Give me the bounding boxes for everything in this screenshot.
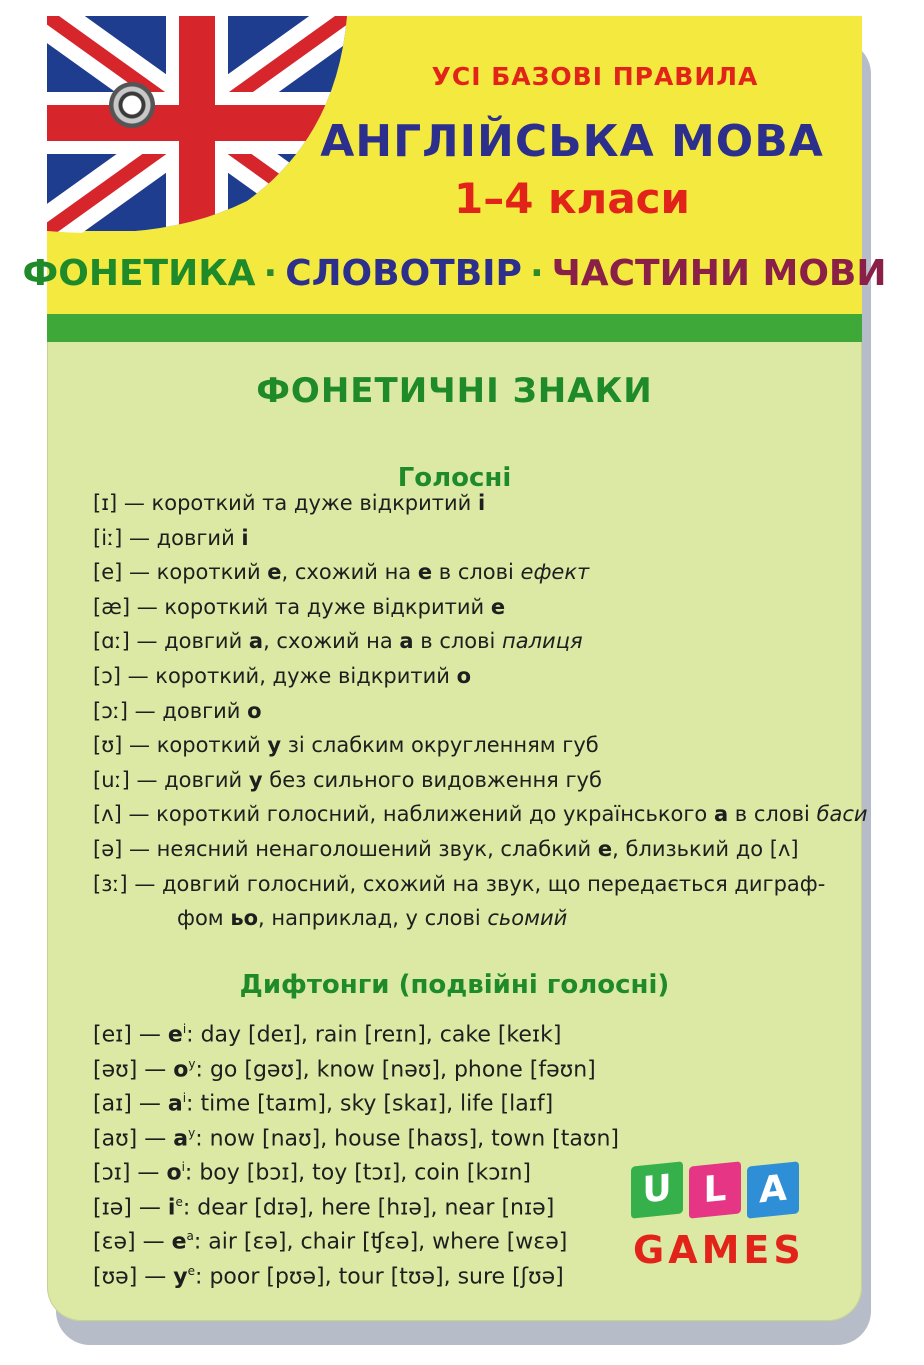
vowel-row — [93, 763, 853, 798]
description-text: , схожий на — [281, 560, 418, 585]
diphthong-row: [ɔɪ] — $o^і$: boy [bɔɪ], toy [tɔɪ], coin [kɔɪn] — [93, 1160, 531, 1186]
example-word: ефект — [520, 560, 590, 585]
example-word: сьомий — [487, 906, 568, 931]
description-text: , наприклад, у слові — [258, 906, 488, 931]
description-text: — короткий та дуже відкритий — [130, 594, 491, 619]
phonetic-symbol: [e] — [93, 560, 123, 585]
letter-highlight: о — [456, 663, 472, 688]
topics-row — [22, 248, 887, 298]
letter-superscript: і — [182, 1022, 187, 1036]
phonetic-symbol: [ɛə] — [93, 1229, 136, 1255]
letter-highlight: і — [241, 525, 249, 550]
description-text: — довгий — [129, 767, 249, 792]
letter-superscript: е — [187, 1263, 196, 1278]
uk-flag-icon — [47, 16, 347, 231]
diphthong-row: [ɪə] — $i^е$: dear [dɪə], here [hɪə], near [nɪə] — [93, 1194, 555, 1220]
vowel-row — [93, 867, 853, 902]
description-text: в слові — [432, 560, 521, 585]
description-text: — довгий — [128, 698, 248, 723]
description-text: , близький до [ʌ] — [612, 836, 799, 861]
letter-highlight: у — [173, 1263, 188, 1289]
vowel-row — [93, 659, 853, 694]
topic-separator: · — [263, 252, 278, 294]
examples-text: go [gəʊ], know [nəʊ], phone [fəʊn] — [209, 1056, 596, 1082]
vowel-row — [93, 901, 853, 936]
examples-text: air [ɛə], chair [ʧɛə], where [wɛə] — [208, 1229, 568, 1255]
examples-text: poor [pʊə], tour [tʊə], sure [ʃʊə] — [209, 1263, 564, 1289]
phonetic-symbol: [ɑː] — [93, 629, 130, 654]
letter-highlight: у — [267, 733, 282, 758]
description-text: фом — [177, 906, 231, 931]
phonetic-symbol: [ɔɪ] — [93, 1160, 131, 1186]
description-text: — неясний ненаголошений звук, слабкий — [122, 836, 598, 861]
letter-superscript: у — [188, 1056, 196, 1071]
diphthong-row: [əʊ] — $o^у$: go [gəʊ], know [nəʊ], phone [fəʊn] — [93, 1056, 596, 1082]
description-text: зі слабким округленням губ — [281, 733, 599, 758]
header-divider — [47, 314, 862, 342]
vowel-row — [93, 832, 853, 867]
description-text: — короткий, дуже відкритий — [120, 663, 457, 688]
diphthong-row: [ɛə] — $e^а$: air [ɛə], chair [ʧɛə], where [wɛə] — [93, 1229, 568, 1255]
phonetic-symbol: [ʌ] — [93, 802, 122, 827]
phonetic-symbol: [aɪ] — [93, 1091, 132, 1117]
letter-highlight: е — [267, 560, 282, 585]
vowel-row — [93, 555, 853, 590]
letter-superscript: е — [175, 1194, 183, 1209]
letter-highlight: е — [417, 560, 433, 585]
examples-text: now [naʊ], house [haʊs], town [taʊn] — [209, 1125, 619, 1151]
book-title: АНГЛІЙСЬКА МОВА — [320, 116, 824, 167]
diphthong-row: [aʊ] — $a^у$: now [naʊ], house [haʊs], town [taʊn] — [93, 1125, 619, 1151]
description-text: — короткий голосний, наближений до українського — [121, 802, 714, 827]
vowels-heading: Голосні — [397, 463, 512, 493]
phonetic-symbol: [ʊ] — [93, 733, 123, 758]
diphthongs-heading: Дифтонги (подвійні голосні) — [239, 970, 670, 1000]
phonetic-symbol: [aʊ] — [93, 1125, 138, 1151]
flashcard — [22, 16, 887, 1321]
example-word: баси — [816, 802, 868, 827]
description-text: без сильного видовження губ — [262, 767, 602, 792]
topic-parts-of-speech: ЧАСТИНИ МОВИ — [551, 252, 887, 294]
letter-highlight: і — [478, 491, 486, 515]
ula-games-logo — [631, 1156, 841, 1286]
letter-highlight: e — [171, 1229, 187, 1255]
example-word: палиця — [502, 629, 583, 654]
phonetic-symbol: [æ] — [93, 594, 131, 619]
diphthong-row: [aɪ] — $a^і$: time [taɪm], sky [skaɪ], life [laɪf] — [93, 1091, 554, 1117]
examples-text: dear [dɪə], here [hɪə], near [nɪə] — [197, 1194, 555, 1220]
letter-superscript: у — [188, 1125, 196, 1140]
description-text: — короткий — [122, 733, 268, 758]
examples-text: day [deɪ], rain [reɪn], cake [keɪk] — [200, 1022, 562, 1048]
letter-highlight: o — [173, 1056, 189, 1082]
phonetic-symbol: [eɪ] — [93, 1022, 132, 1048]
letter-highlight: o — [166, 1160, 182, 1186]
diphthongs-list — [93, 1012, 713, 1288]
series-label: УСІ БАЗОВІ ПРАВИЛА — [431, 62, 759, 91]
vowel-row — [93, 521, 853, 556]
letter-highlight: е — [597, 836, 613, 861]
description-text: — довгий — [122, 525, 242, 550]
topic-word-formation: СЛОВОТВІР — [285, 252, 522, 294]
card-header — [22, 16, 887, 314]
diphthong-row: [ʊə] — $у^е$: poor [pʊə], tour [tʊə], sure [ʃʊə] — [93, 1263, 564, 1289]
letter-highlight: о — [247, 698, 262, 723]
logo-word: GAMES — [633, 1228, 805, 1272]
phonetic-symbol: [ə] — [93, 836, 123, 861]
vowel-row — [93, 486, 853, 521]
logo-cube: U — [631, 1161, 683, 1218]
description-text: — довгий голосний, схожий на звук, що передається диграф- — [127, 871, 826, 896]
letter-highlight: a — [173, 1125, 189, 1151]
vowel-row — [93, 624, 853, 659]
letter-highlight: у — [248, 767, 263, 792]
examples-text: time [taɪm], sky [skaɪ], life [laɪf] — [200, 1091, 554, 1117]
description-text: — короткий та дуже відкритий — [117, 491, 478, 515]
description-text: — короткий — [122, 560, 268, 585]
section-title: ФОНЕТИЧНІ ЗНАКИ — [256, 371, 653, 411]
phonetic-symbol: [ɪ] — [93, 491, 118, 515]
vowel-row — [93, 728, 853, 763]
topic-separator: · — [529, 252, 544, 294]
letter-superscript: і — [182, 1091, 187, 1105]
phonetic-symbol: [iː] — [93, 525, 123, 550]
phonetic-symbol: [ɪə] — [93, 1194, 132, 1220]
description-text: в слові — [728, 802, 817, 827]
description-text: — довгий — [129, 629, 249, 654]
logo-cube: A — [747, 1161, 799, 1218]
letter-highlight: а — [248, 629, 264, 654]
vowels-list — [93, 486, 868, 936]
phonetic-symbol: [ɔː] — [93, 698, 128, 723]
letter-highlight: i — [167, 1194, 176, 1220]
phonetic-symbol: [ɔ] — [93, 663, 121, 688]
vowel-row — [93, 694, 853, 729]
phonetic-symbol: [ʊə] — [93, 1263, 138, 1289]
letter-superscript: і — [181, 1160, 185, 1174]
grades-label: 1–4 класи — [453, 174, 690, 223]
vowel-row — [93, 797, 868, 832]
letter-highlight: e — [167, 1022, 183, 1048]
vowel-row — [93, 590, 853, 625]
examples-text: boy [bɔɪ], toy [tɔɪ], coin [kɔɪn] — [199, 1160, 531, 1186]
logo-cube: L — [689, 1161, 741, 1218]
description-text: в слові — [413, 629, 503, 654]
phonetic-symbol: [ɜː] — [93, 871, 128, 896]
diphthong-row: [eɪ] — $e^і$: day [deɪ], rain [reɪn], cake [keɪk] — [93, 1022, 562, 1048]
topic-phonetics: ФОНЕТИКА — [22, 252, 256, 294]
letter-superscript: а — [186, 1229, 194, 1243]
letter-highlight: ьо — [230, 906, 259, 931]
ring-hole — [109, 82, 155, 128]
letter-highlight: a — [167, 1091, 183, 1117]
letter-highlight: е — [490, 594, 506, 619]
letter-highlight: а — [713, 802, 729, 827]
letter-highlight: а — [399, 629, 414, 654]
phonetic-symbol: [uː] — [93, 767, 130, 792]
description-text: , схожий на — [263, 629, 400, 654]
phonetic-symbol: [əʊ] — [93, 1056, 138, 1082]
